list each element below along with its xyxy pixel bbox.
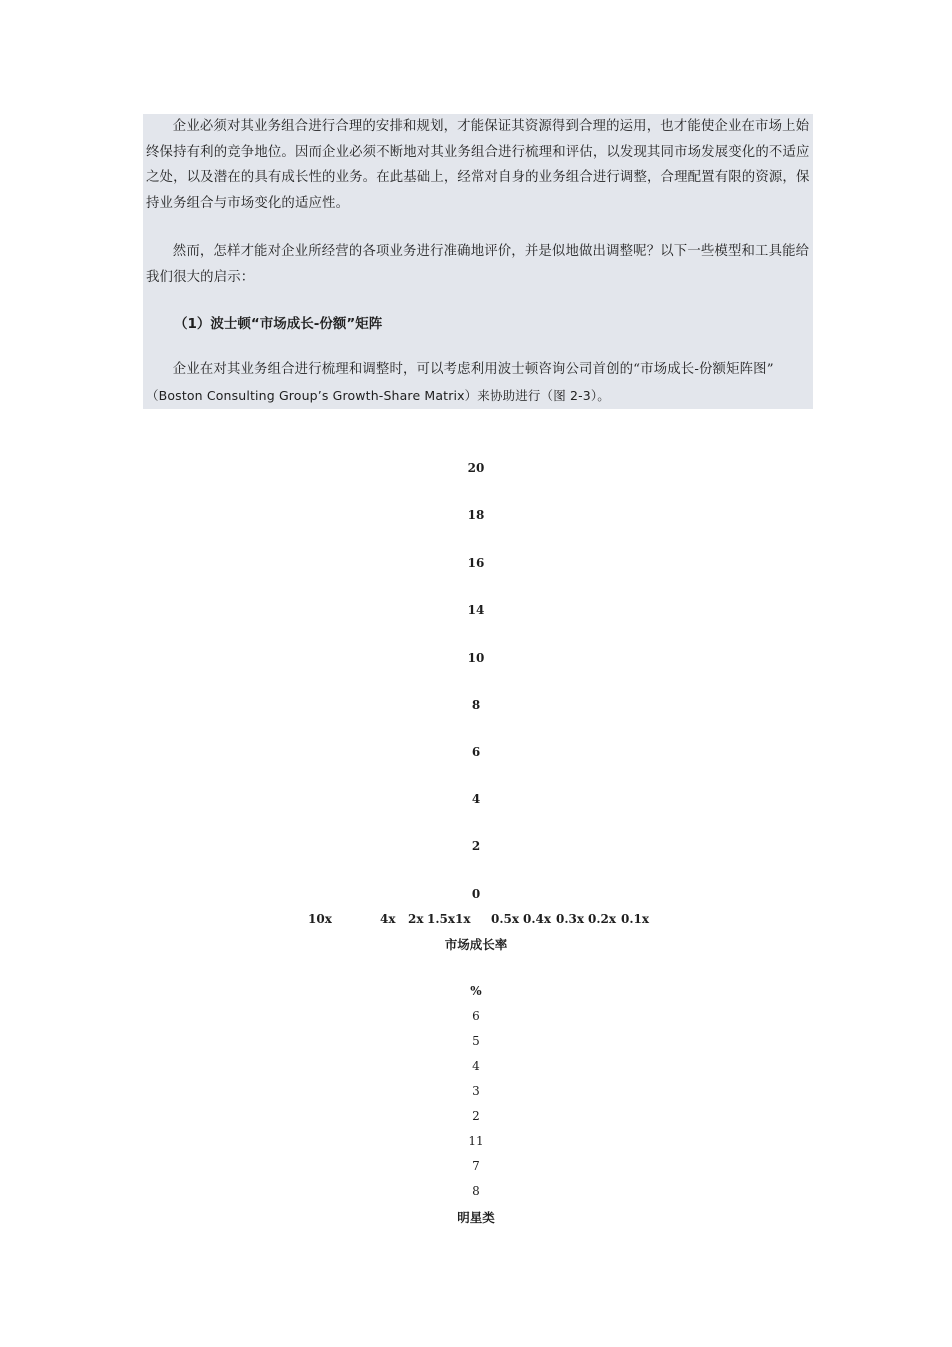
x-tick: 10x [308, 912, 332, 926]
y-tick: 16 [467, 556, 485, 570]
x-tick: 0.4x [523, 912, 552, 926]
x-tick: 0.5x [491, 912, 520, 926]
paragraph-bcg-line2: （Boston Consulting Group’s Growth-Share Matrix）来协助进行（图 2-3）。 [146, 387, 610, 403]
value-item: 8 [472, 1184, 480, 1198]
y-tick: 6 [471, 745, 481, 759]
y-tick: 10 [467, 651, 485, 665]
quadrant-label-star: 明星类 [457, 1210, 495, 1225]
percent-label: % [470, 984, 482, 998]
value-item: 3 [472, 1084, 480, 1098]
y-tick: 4 [471, 792, 481, 806]
y-tick: 8 [471, 698, 481, 712]
y-tick: 0 [471, 887, 481, 901]
y-tick: 20 [467, 461, 485, 475]
value-item: 6 [472, 1009, 480, 1023]
value-item: 4 [472, 1059, 480, 1073]
y-tick: 14 [467, 603, 485, 617]
x-tick: 1x [455, 912, 471, 926]
y-tick: 18 [467, 508, 485, 522]
value-item: 2 [472, 1109, 480, 1123]
y-tick: 2 [471, 839, 481, 853]
x-tick: 0.1x [621, 912, 650, 926]
x-tick: 4x [380, 912, 396, 926]
x-axis-title: 市场成长率 [444, 937, 508, 952]
x-tick: 0.3x [556, 912, 585, 926]
x-tick: 0.2x [588, 912, 617, 926]
value-item: 5 [472, 1034, 480, 1048]
paragraph-intro: 企业必须对其业务组合进行合理的安排和规划，才能保证其资源得到合理的运用，也才能使企业在市场上始终保持有利的竞争地位。因而企业必须不断地对其业务组合进行梳理和评估，以发现其同市场发展变化的不适应之处，以及潜在的具有成长性的业务。在此基础上，经常对自身的业务组合进行调整，合理配置有限的资源，保持业务组合与市场变化的适应性。 [146, 119, 810, 211]
value-item: 11 [468, 1134, 484, 1148]
x-tick: 1.5x [427, 912, 456, 926]
value-item: 7 [472, 1159, 480, 1173]
section-heading: （1）波士顿“市场成长-份额”矩阵 [174, 316, 383, 332]
paragraph-bcg [146, 357, 810, 409]
x-tick: 2x [408, 912, 424, 926]
paragraph-question: 然而，怎样才能对企业所经营的各项业务进行准确地评价，并是似地做出调整呢？以下一些模型和工具能给我们很大的启示： [146, 244, 810, 285]
paragraph-bcg-line1: 企业在对其业务组合进行梳理和调整时，可以考虑利用波士顿咨询公司首创的“市场成长-份额矩阵图” [172, 362, 774, 377]
